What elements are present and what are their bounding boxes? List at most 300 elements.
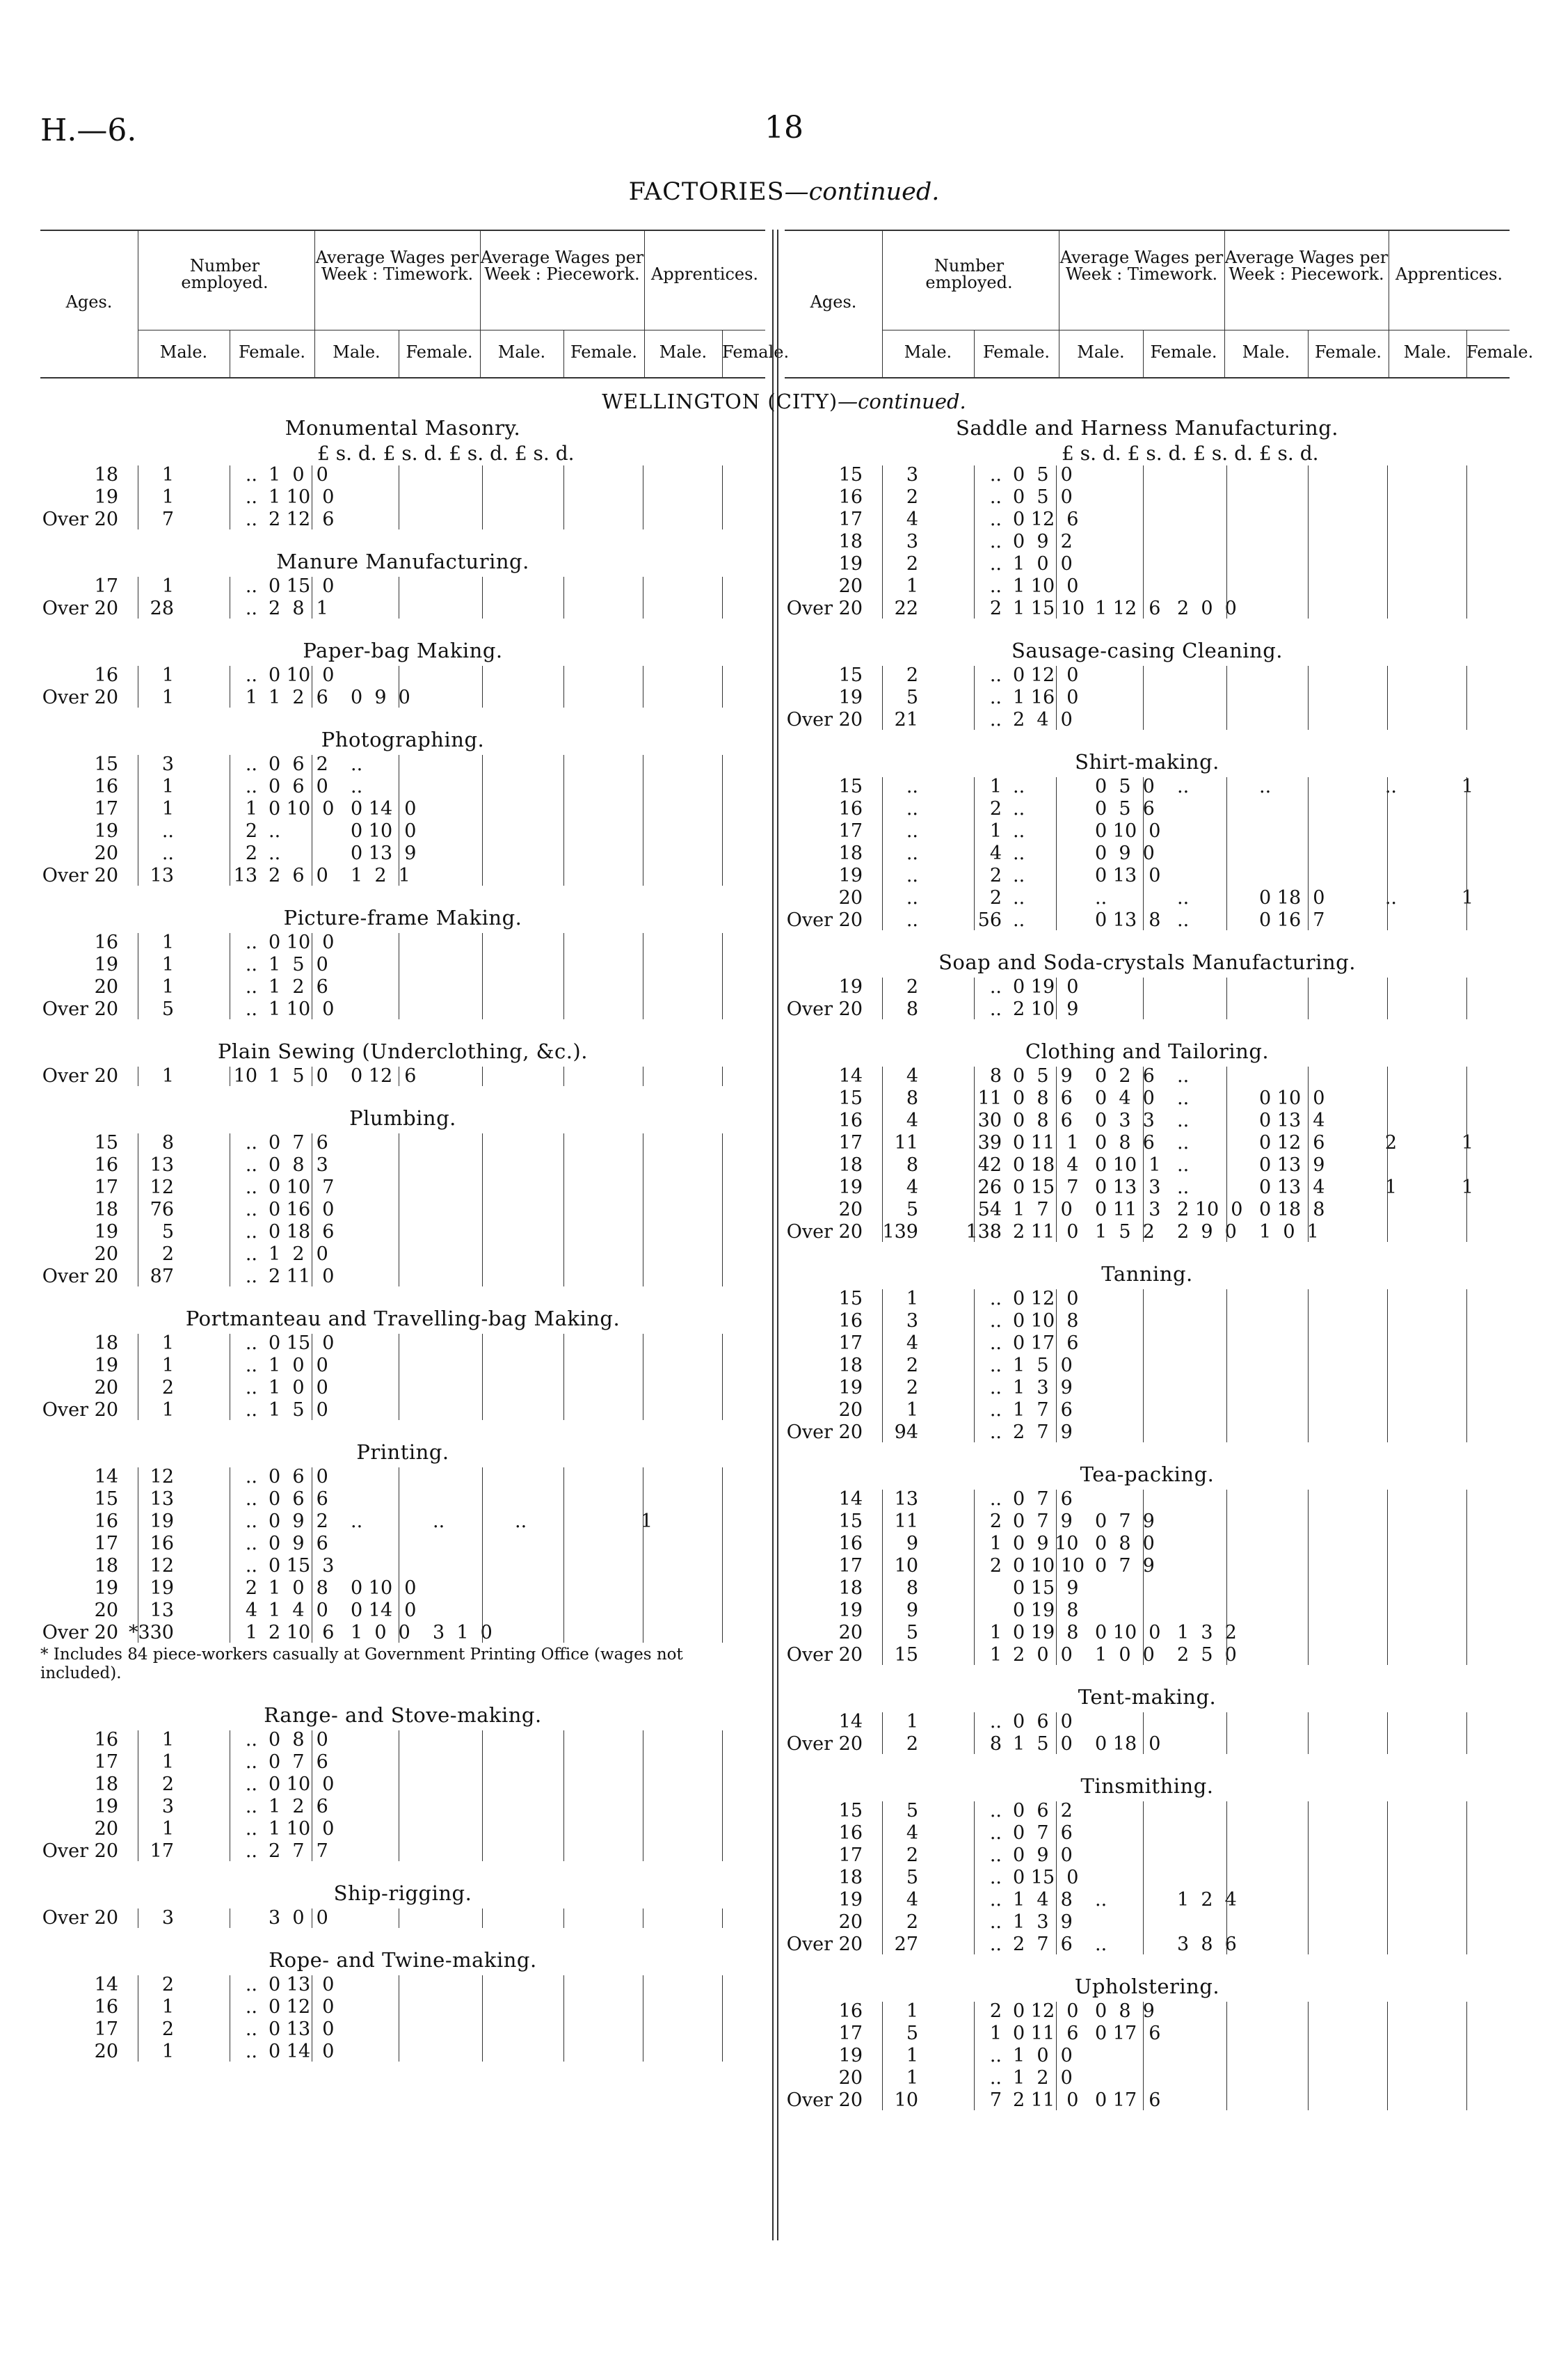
- age-cell: 16: [94, 1729, 118, 1751]
- age-cell: 15: [838, 776, 863, 797]
- industry-title: Monumental Masonry.: [285, 416, 521, 440]
- age-cell: 20: [94, 2041, 118, 2062]
- column-rule: [1143, 978, 1144, 1019]
- timework-male-cell: 0 16 0: [269, 1199, 335, 1220]
- female-employed-cell: 11: [977, 1087, 1002, 1109]
- table-row: [785, 1132, 1510, 1154]
- age-cell: 20: [838, 887, 863, 909]
- female-employed-cell: ..: [989, 553, 1002, 575]
- timework-male-cell: 0 14 0: [269, 2041, 335, 2062]
- age-cell: 14: [94, 1974, 118, 1995]
- male-employed-cell: 5: [906, 1199, 918, 1220]
- age-cell: 20: [94, 1243, 118, 1265]
- industry-title: Printing.: [356, 1440, 449, 1464]
- timework-male-cell: ..: [1013, 887, 1025, 909]
- column-rule: [482, 933, 483, 1019]
- table-row: [40, 1177, 765, 1199]
- table-row: [40, 598, 765, 620]
- table-row: [40, 486, 765, 509]
- female-employed-cell: ..: [245, 1533, 257, 1554]
- male-employed-cell: 16: [150, 1533, 174, 1554]
- piecework-male-cell: 2 0 0: [1177, 598, 1237, 619]
- column-rule: [563, 577, 564, 619]
- timework-female-cell: 0 17 6: [1095, 2089, 1161, 2111]
- table-row: [40, 2041, 765, 2063]
- female-employed-cell: ..: [989, 509, 1002, 530]
- industry-section: [785, 1973, 1510, 2111]
- industry-title: Manure Manufacturing.: [276, 550, 529, 573]
- male-employed-cell: 139: [882, 1221, 918, 1243]
- piecework-male-cell: ..: [1177, 1065, 1190, 1087]
- male-employed-cell: 8: [906, 998, 918, 1020]
- timework-male-cell: 1 10 0: [269, 1818, 335, 1840]
- female-employed-cell: 1: [989, 776, 1002, 797]
- age-cell: 19: [94, 1577, 118, 1599]
- female-employed-cell: ..: [989, 1934, 1002, 1955]
- table-row: [40, 1907, 765, 1929]
- currency-units: £ s. d. £ s. d. £ s. d. £ s. d.: [317, 442, 575, 465]
- timework-female-cell: 0 12 6: [351, 1065, 417, 1087]
- timework-male-cell: 0 7 6: [1013, 1822, 1073, 1844]
- table-row: [785, 976, 1510, 998]
- timework-female-cell: 0 10 0: [1095, 1622, 1161, 1643]
- table-row: [40, 932, 765, 954]
- age-cell: 18: [838, 1577, 863, 1599]
- timework-male-cell: 1 0 0: [269, 1377, 328, 1398]
- timework-female-cell: 0 4 0: [1095, 1087, 1155, 1109]
- apprentices-header: Apprentices.: [1395, 264, 1503, 284]
- column-rule: [1226, 1289, 1227, 1442]
- male-employed-cell: 15: [894, 1644, 918, 1666]
- male-employed-cell: 1: [906, 2000, 918, 2022]
- column-rule: [882, 777, 883, 930]
- table-row: [785, 1577, 1510, 1600]
- industry-section: [785, 748, 1510, 931]
- female-employed-cell: ..: [245, 1266, 257, 1287]
- table-row: [785, 1622, 1510, 1644]
- male-subheader: Male.: [159, 342, 208, 362]
- column-rule: [482, 755, 483, 886]
- timework-male-cell: 1 0 0: [1013, 553, 1073, 575]
- timework-male-cell: 0 10 0: [269, 798, 335, 820]
- male-employed-cell: 3: [906, 531, 918, 552]
- female-subheader: Female.: [406, 342, 473, 362]
- female-employed-cell: 26: [977, 1177, 1002, 1198]
- column-rule: [1143, 1289, 1144, 1442]
- female-employed-cell: ..: [989, 1822, 1002, 1844]
- male-employed-cell: 94: [894, 1421, 918, 1443]
- table-row: [785, 1221, 1510, 1243]
- female-employed-cell: 2: [989, 598, 1002, 619]
- female-employed-cell: ..: [245, 1132, 257, 1154]
- industry-section: [40, 1037, 765, 1087]
- age-cell: 18: [94, 1199, 118, 1220]
- industry-title: Range- and Stove-making.: [264, 1703, 542, 1727]
- female-employed-cell: ..: [989, 2045, 1002, 2066]
- table-row: [785, 1889, 1510, 1911]
- column-rule: [563, 1133, 564, 1286]
- column-rule: [563, 1730, 564, 1861]
- female-employed-cell: ..: [245, 1355, 257, 1376]
- male-employed-cell: ..: [161, 843, 174, 864]
- table-row: [40, 1332, 765, 1355]
- male-employed-cell: 13: [150, 1154, 174, 1176]
- age-cell: 15: [838, 1288, 863, 1309]
- female-employed-cell: 2: [245, 843, 257, 864]
- timework-male-cell: 1 3 9: [1013, 1377, 1073, 1398]
- female-employed-cell: 54: [977, 1199, 1002, 1220]
- table-row: [785, 687, 1510, 709]
- male-employed-cell: 5: [906, 687, 918, 708]
- timework-male-cell: 1 0 0: [269, 464, 328, 486]
- male-employed-cell: 5: [906, 2023, 918, 2044]
- female-employed-cell: 1: [245, 798, 257, 820]
- timework-male-cell: 1 2 0: [1013, 2067, 1073, 2089]
- timework-male-cell: 0 11 1: [1013, 1132, 1079, 1154]
- male-subheader: Male.: [904, 342, 952, 362]
- table-row: [40, 664, 765, 687]
- timework-female-cell: 0 5 6: [1095, 798, 1155, 820]
- male-employed-cell: ..: [906, 798, 918, 820]
- timework-male-cell: 1 7 0: [1013, 1199, 1073, 1220]
- timework-female-cell: 0 9 0: [1095, 843, 1155, 864]
- female-employed-cell: 10: [233, 1065, 257, 1087]
- column-rule: [1056, 2002, 1057, 2110]
- centre-double-rule: [772, 230, 778, 2240]
- female-employed-cell: ..: [245, 1974, 257, 1995]
- female-subheader: Female.: [722, 342, 790, 362]
- female-employed-cell: ..: [245, 2018, 257, 2040]
- industry-title: Portmanteau and Travelling-bag Making.: [185, 1307, 621, 1330]
- timework-male-cell: 0 8 6: [1013, 1110, 1073, 1131]
- age-cell: 16: [94, 1154, 118, 1176]
- title-continued: —continued.: [784, 178, 940, 206]
- female-employed-cell: ..: [245, 1332, 257, 1354]
- timework-female-cell: ..: [351, 1511, 363, 1532]
- page-title: [0, 178, 1568, 206]
- table-row: [40, 1221, 765, 1243]
- male-employed-cell: 1: [161, 1065, 174, 1087]
- female-employed-cell: ..: [989, 1288, 1002, 1309]
- industry-title: Tanning.: [1101, 1262, 1193, 1286]
- piecework-female-cell: 0 10 0: [1259, 1087, 1325, 1109]
- female-employed-cell: ..: [989, 464, 1002, 486]
- age-cell: 20: [94, 1600, 118, 1621]
- table-row: [40, 1399, 765, 1421]
- industry-title: Soap and Soda-crystals Manufacturing.: [938, 950, 1356, 974]
- table-row: [40, 798, 765, 820]
- female-employed-cell: 8: [989, 1065, 1002, 1087]
- timework-male-cell: 0 6 6: [269, 1488, 328, 1510]
- female-employed-cell: ..: [989, 1867, 1002, 1888]
- timework-male-cell: 0 7 6: [1013, 1488, 1073, 1510]
- male-employed-cell: 1: [161, 2041, 174, 2062]
- age-cell: Over 20: [42, 865, 118, 886]
- male-employed-cell: 1: [161, 976, 174, 998]
- male-employed-cell: 4: [906, 1332, 918, 1354]
- column-rule: [1308, 1801, 1309, 1954]
- female-employed-cell: ..: [989, 709, 1002, 731]
- age-cell: 19: [94, 820, 118, 842]
- table-row: [785, 887, 1510, 909]
- age-cell: Over 20: [786, 1644, 863, 1666]
- column-rule: [1056, 1289, 1057, 1442]
- table-row: [40, 1974, 765, 1996]
- timework-female-cell: 0 8 0: [1095, 1533, 1155, 1554]
- timework-male-cell: 0 12 6: [1013, 509, 1079, 530]
- male-employed-cell: 12: [150, 1555, 174, 1577]
- table-row: [785, 486, 1510, 509]
- male-employed-cell: 8: [906, 1087, 918, 1109]
- piecework-male-cell: ..: [1177, 1132, 1190, 1154]
- male-employed-cell: 1: [161, 1751, 174, 1773]
- column-rule: [882, 465, 883, 619]
- female-employed-cell: 1: [245, 687, 257, 708]
- column-rule: [563, 933, 564, 1019]
- timework-male-cell: 0 7 6: [269, 1751, 328, 1773]
- timework-male-cell: 0 9 2: [269, 1511, 328, 1532]
- female-employed-cell: ..: [989, 664, 1002, 686]
- title-main: FACTORIES: [628, 178, 785, 206]
- male-employed-cell: 1: [161, 1818, 174, 1840]
- table-row: [785, 1867, 1510, 1889]
- age-cell: 18: [838, 1154, 863, 1176]
- timework-male-cell: 0 10 0: [269, 664, 335, 686]
- timework-male-cell: 1 15 10: [1013, 598, 1085, 619]
- column-rule: [1226, 978, 1227, 1019]
- piecework-male-cell: ..: [1177, 776, 1190, 797]
- timework-male-cell: 2 7 6: [1013, 1934, 1073, 1955]
- column-rule: [882, 666, 883, 730]
- table-row: [40, 1840, 765, 1863]
- column-rule: [974, 666, 975, 730]
- male-employed-cell: 2: [906, 553, 918, 575]
- age-cell: 17: [838, 1844, 863, 1866]
- table-row: [40, 1751, 765, 1774]
- timework-female-cell: 0 10 0: [1095, 820, 1161, 842]
- male-employed-cell: 2: [161, 1243, 174, 1265]
- age-cell: 16: [94, 776, 118, 797]
- industry-section: [40, 548, 765, 619]
- piecework-male-cell: ..: [1177, 887, 1190, 909]
- age-cell: Over 20: [786, 1733, 863, 1755]
- male-employed-cell: ..: [906, 843, 918, 864]
- male-employed-cell: 4: [906, 1065, 918, 1087]
- male-employed-cell: 1: [161, 1996, 174, 2018]
- column-rule: [722, 1975, 723, 2062]
- timework-male-cell: 2 11 0: [1013, 2089, 1079, 2111]
- male-employed-cell: 1: [906, 1711, 918, 1732]
- piecework-male-cell: 1 2 4: [1177, 1889, 1237, 1911]
- timework-female-cell: 0 11 3: [1095, 1199, 1161, 1220]
- table-row: [785, 1511, 1510, 1533]
- industry-section: [40, 1701, 765, 1862]
- age-cell: 15: [94, 1132, 118, 1154]
- table-row: [40, 1243, 765, 1266]
- timework-female-cell: 0 3 3: [1095, 1110, 1155, 1131]
- female-employed-cell: 2: [245, 1577, 257, 1599]
- timework-male-cell: 0 10 0: [269, 1774, 335, 1795]
- age-cell: 15: [838, 464, 863, 486]
- timework-male-cell: 1 5 0: [269, 1065, 328, 1087]
- column-rule: [974, 978, 975, 1019]
- male-employed-cell: 9: [906, 1533, 918, 1554]
- column-rule: [722, 465, 723, 529]
- timework-male-cell: 0 9 0: [1013, 1844, 1073, 1866]
- female-employed-cell: 13: [233, 865, 257, 886]
- male-employed-cell: ..: [906, 820, 918, 842]
- age-cell: 19: [838, 976, 863, 998]
- timework-female-cell: 0 10 1: [1095, 1154, 1161, 1176]
- female-employed-cell: ..: [245, 1399, 257, 1421]
- male-employed-cell: 13: [894, 1488, 918, 1510]
- male-employed-cell: 17: [150, 1840, 174, 1862]
- column-rule: [974, 1801, 975, 1954]
- male-employed-cell: 19: [150, 1511, 174, 1532]
- column-rule: [1387, 1801, 1388, 1954]
- age-cell: 19: [838, 1889, 863, 1911]
- age-cell: 15: [94, 754, 118, 775]
- timework-male-cell: 1 16 0: [1013, 687, 1079, 708]
- age-cell: Over 20: [786, 1934, 863, 1955]
- piecework-female-cell: 0 13 4: [1259, 1177, 1325, 1198]
- male-employed-cell: 1: [161, 575, 174, 597]
- piecework-female-cell: ..: [1259, 776, 1272, 797]
- industry-title: Photographing.: [321, 728, 485, 751]
- male-employed-cell: 1: [161, 464, 174, 486]
- table-row: [785, 664, 1510, 687]
- table-row: [785, 820, 1510, 843]
- timework-male-cell: 1 5 0: [269, 1399, 328, 1421]
- age-cell: 15: [838, 664, 863, 686]
- table-row: [785, 843, 1510, 865]
- apprentice-male-cell: 1: [1384, 1177, 1397, 1198]
- table-row: [40, 1065, 765, 1087]
- currency-units: £ s. d. £ s. d. £ s. d. £ s. d.: [1062, 442, 1319, 465]
- female-employed-cell: ..: [245, 598, 257, 619]
- male-employed-cell: ..: [906, 887, 918, 909]
- age-cell: 18: [838, 843, 863, 864]
- column-rule: [722, 1730, 723, 1861]
- column-rule: [1226, 2002, 1227, 2110]
- timework-male-cell: 0 17 6: [1013, 1332, 1079, 1354]
- apprentices-header: Apprentices.: [650, 264, 759, 284]
- table-row: [785, 1533, 1510, 1555]
- column-rule: [1056, 1712, 1057, 1754]
- ages-header: Ages.: [810, 292, 857, 312]
- timework-male-cell: 0 9 2: [1013, 531, 1073, 552]
- age-cell: 20: [94, 1377, 118, 1398]
- timework-male-cell: 0 15 3: [269, 1555, 335, 1577]
- age-cell: 17: [94, 798, 118, 820]
- table-row: [785, 1154, 1510, 1177]
- female-employed-cell: ..: [989, 1355, 1002, 1376]
- table-row: [40, 1511, 765, 1533]
- table-row: [40, 1729, 765, 1751]
- table-row: [785, 1934, 1510, 1956]
- age-cell: 19: [94, 1796, 118, 1817]
- female-employed-cell: 56: [977, 909, 1002, 931]
- age-cell: Over 20: [42, 598, 118, 619]
- column-rule: [974, 1490, 975, 1665]
- timework-female-cell: 0 10 0: [351, 820, 417, 842]
- table-row: [40, 1488, 765, 1511]
- female-employed-cell: ..: [245, 976, 257, 998]
- timework-female-cell: 1 0 0: [351, 1622, 410, 1643]
- column-rule: [974, 1289, 975, 1442]
- table-row: [40, 1818, 765, 1840]
- column-rule: [1056, 777, 1057, 930]
- timework-male-cell: 1 7 6: [1013, 1399, 1073, 1421]
- timework-male-cell: 0 19 8: [1013, 1622, 1079, 1643]
- male-employed-cell: 5: [161, 1221, 174, 1243]
- male-employed-cell: 1: [906, 1399, 918, 1421]
- industry-title: Paper-bag Making.: [303, 639, 503, 662]
- table-row: [785, 509, 1510, 531]
- timework-female-cell: ..: [351, 776, 363, 797]
- column-rule: [722, 1908, 723, 1928]
- timework-female-cell: 0 13 0: [1095, 865, 1161, 886]
- female-employed-cell: 2: [989, 887, 1002, 909]
- timework-female-cell: 0 10 0: [351, 1577, 417, 1599]
- timework-male-cell: 1 0 0: [269, 1355, 328, 1376]
- male-employed-cell: 5: [906, 1867, 918, 1888]
- industry-title: Tent-making.: [1078, 1685, 1217, 1709]
- industry-title: Plumbing.: [349, 1106, 456, 1130]
- age-cell: Over 20: [42, 1907, 118, 1929]
- male-employed-cell: ..: [906, 909, 918, 931]
- age-cell: Over 20: [42, 1622, 118, 1643]
- timework-female-cell: 0 9 0: [351, 687, 410, 708]
- male-subheader: Male.: [659, 342, 707, 362]
- column-rule: [1387, 978, 1388, 1019]
- age-cell: 19: [838, 1600, 863, 1621]
- timework-male-cell: 1 2 6: [269, 687, 328, 708]
- column-rule: [722, 755, 723, 886]
- industry-section: [785, 1037, 1510, 1243]
- column-rule: [563, 666, 564, 708]
- female-employed-cell: ..: [989, 1488, 1002, 1510]
- piecework-female-cell: 1 0 1: [1259, 1221, 1319, 1243]
- female-employed-cell: ..: [245, 1818, 257, 1840]
- male-employed-cell: 1: [906, 2045, 918, 2066]
- timework-male-cell: 0 10 7: [269, 1177, 335, 1198]
- female-employed-cell: ..: [245, 1555, 257, 1577]
- table-row: [40, 776, 765, 798]
- male-employed-cell: 4: [906, 1822, 918, 1844]
- table-row: [785, 2089, 1510, 2112]
- piecework-female-cell: 0 18 0: [1259, 887, 1325, 909]
- age-cell: 16: [838, 486, 863, 508]
- male-employed-cell: 1: [161, 1332, 174, 1354]
- female-employed-cell: 2: [989, 1555, 1002, 1577]
- age-cell: 17: [94, 575, 118, 597]
- industry-title: Sausage-casing Cleaning.: [1011, 639, 1283, 662]
- timework-male-cell: 2 6 0: [269, 865, 328, 886]
- age-cell: 15: [94, 1488, 118, 1510]
- male-employed-cell: 11: [894, 1511, 918, 1532]
- table-row: [785, 1644, 1510, 1666]
- timework-male-cell: 1 0 8: [269, 1577, 328, 1599]
- column-rule: [482, 465, 483, 529]
- timework-male-cell: 1 3 9: [1013, 1911, 1073, 1933]
- document-reference: H.—6.: [40, 113, 137, 148]
- male-employed-cell: 1: [161, 776, 174, 797]
- male-employed-cell: 8: [906, 1577, 918, 1599]
- female-employed-cell: 4: [245, 1600, 257, 1621]
- age-cell: 16: [838, 798, 863, 820]
- age-cell: Over 20: [42, 687, 118, 708]
